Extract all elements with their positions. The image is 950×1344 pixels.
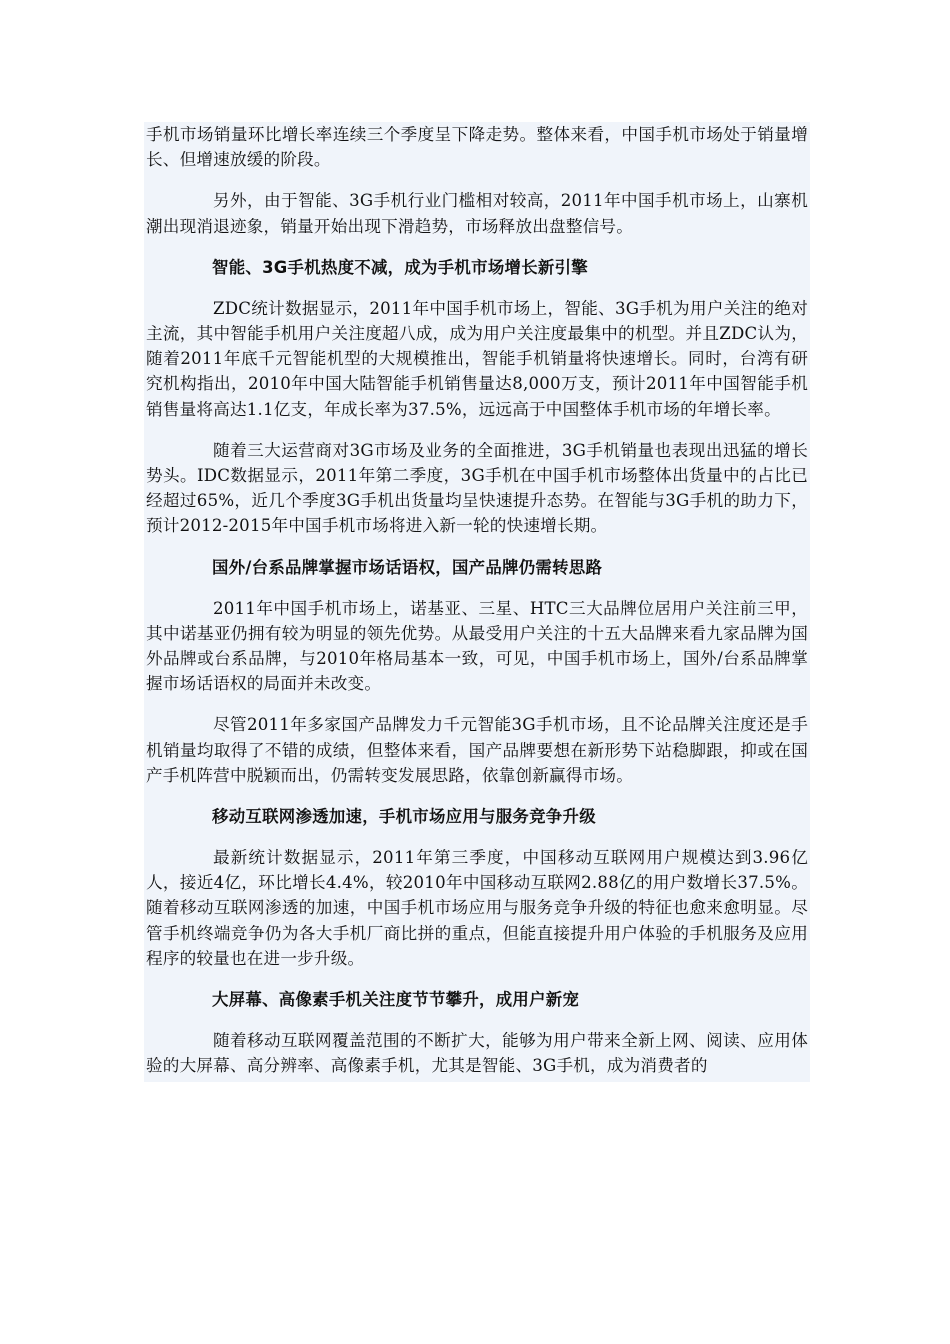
paragraph-3: ZDC统计数据显示，2011年中国手机市场上，智能、3G手机为用户关注的绝对主流，其中智能手机用户关注度超八成，成为用户关注度最集中的机型。并且ZDC认为，随着2011年底千元智能机型的大规模推出，智能手机销量将快速增长。同时，台湾有研究机构指出，2010年中国大陆智能手机销售量达8,000万支，预计2011年中国智能手机销售量将高达1.1亿支，年成长率为37.5%，远远高于中国整体手机市场的年增长率。	[146, 298, 808, 419]
section-heading-smart-3g: 智能、3G手机热度不减，成为手机市场增长新引擎	[212, 257, 588, 277]
paragraph-1: 手机市场销量环比增长率连续三个季度呈下降走势。整体来看，中国手机市场处于销量增长、但增速放缓的阶段。	[146, 125, 808, 170]
section-heading-brands: 国外/台系品牌掌握市场话语权，国产品牌仍需转思路	[212, 557, 603, 577]
paragraph-8: 随着移动互联网覆盖范围的不断扩大，能够为用户带来全新上网、阅读、应用体验的大屏幕、高分辨率、高像素手机，尤其是智能、3G手机，成为消费者的	[146, 1031, 808, 1076]
paragraph-7: 最新统计数据显示，2011年第三季度，中国移动互联网用户规模达到3.96亿人，接近4亿，环比增长4.4%，较2010年中国移动互联网2.88亿的用户数增长37.5%。随着移动互联网渗透的加速，中国手机市场应用与服务竞争升级的特征也愈来愈明显。尽管手机终端竞争仍为各大手机厂商比拼的重点，但能直接提升用户体验的手机服务及应用程序的较量也在进一步升级。	[146, 848, 808, 968]
paragraph-6: 尽管2011年多家国产品牌发力千元智能3G手机市场，且不论品牌关注度还是手机销量均取得了不错的成绩，但整体来看，国产品牌要想在新形势下站稳脚跟，抑或在国产手机阵营中脱颖而出，仍需转变发展思路，依靠创新赢得市场。	[146, 715, 808, 785]
section-heading-large-screen: 大屏幕、高像素手机关注度节节攀升，成用户新宠	[212, 990, 580, 1010]
article-body	[144, 122, 810, 1082]
paragraph-2: 另外，由于智能、3G手机行业门槛相对较高，2011年中国手机市场上，山寨机潮出现消退迹象，销量开始出现下滑趋势，市场释放出盘整信号。	[146, 191, 808, 236]
paragraph-5: 2011年中国手机市场上，诺基亚、三星、HTC三大品牌位居用户关注前三甲，其中诺基亚仍拥有较为明显的领先优势。从最受用户关注的十五大品牌来看九家品牌为国外品牌或台系品牌，与2010年格局基本一致，可见，中国手机市场上，国外/台系品牌掌握市场话语权的局面并未改变。	[146, 598, 808, 694]
section-heading-mobile-internet: 移动互联网渗透加速，手机市场应用与服务竞争升级	[212, 807, 596, 827]
paragraph-4: 随着三大运营商对3G市场及业务的全面推进，3G手机销量也表现出迅猛的增长势头。IDC数据显示，2011年第二季度，3G手机在中国手机市场整体出货量中的占比已经超过65%，近几个季度3G手机出货量均呈快速提升态势。在智能与3G手机的助力下，预计2012-2015年中国手机市场将进入新一轮的快速增长期。	[146, 440, 808, 536]
